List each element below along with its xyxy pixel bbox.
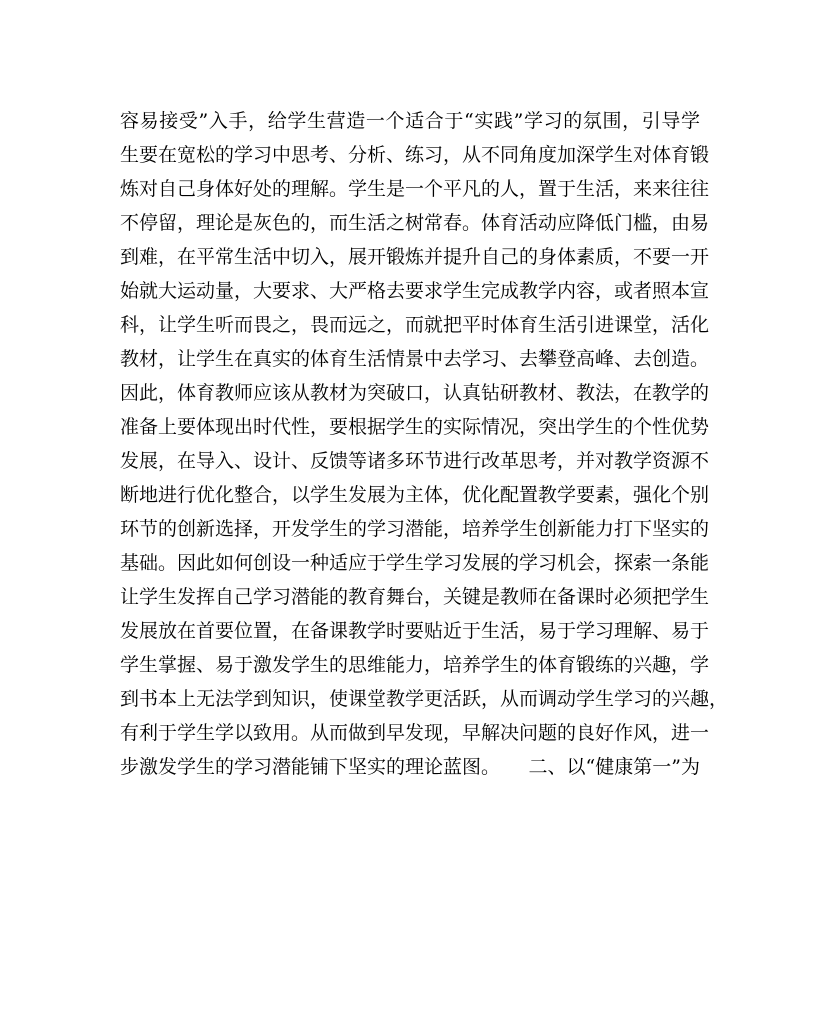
text-line: 到书本上无法学到知识，使课堂教学更活跃，从而调动学生学习的兴趣， — [120, 688, 729, 710]
text-line: 准备上要体现出时代性，要根据学生的实际情况，突出学生的个性优势 — [120, 416, 710, 438]
body-paragraph — [120, 104, 729, 784]
text-line: 断地进行优化整合，以学生发展为主体，优化配置教学要素，强化个别 — [120, 484, 710, 506]
text-line: 因此，体育教师应该从教材为突破口，认真钻研教材、教法，在教学的 — [120, 382, 710, 404]
text-line: 到难，在平常生活中切入，展开锻炼并提升自己的身体素质，不要一开 — [120, 246, 710, 268]
text-line: 生要在宽松的学习中思考、分析、练习，从不同角度加深学生对体育锻 — [120, 144, 710, 166]
text-line: 基础。因此如何创设一种适应于学生学习发展的学习机会，探索一条能 — [120, 552, 710, 574]
text-line: 不停留，理论是灰色的，而生活之树常春。体育活动应降低门槛，由易 — [120, 212, 710, 234]
text-line: 环节的创新选择，开发学生的学习潜能，培养学生创新能力打下坚实的 — [120, 518, 710, 540]
text-line: 始就大运动量，大要求、大严格去要求学生完成教学内容，或者照本宣 — [120, 280, 710, 302]
text-line: 容易接受”入手，给学生营造一个适合于“实践”学习的氛围，引导学 — [120, 110, 700, 132]
text-line: 步激发学生的学习潜能铺下坚实的理论蓝图。 二、以“健康第一”为 — [120, 756, 700, 778]
text-line: 有利于学生学以致用。从而做到早发现，早解决问题的良好作风，进一 — [120, 722, 710, 744]
text-line: 学生掌握、易于激发学生的思维能力，培养学生的体育锻练的兴趣，学 — [120, 654, 710, 676]
text-line: 发展放在首要位置，在备课教学时要贴近于生活，易于学习理解、易于 — [120, 620, 710, 642]
text-line: 炼对自己身体好处的理解。学生是一个平凡的人，置于生活，来来往往 — [120, 178, 710, 200]
text-line: 发展，在导入、设计、反馈等诸多环节进行改革思考，并对教学资源不 — [120, 450, 710, 472]
text-line: 科，让学生听而畏之，畏而远之，而就把平时体育生活引进课堂，活化 — [120, 314, 710, 336]
text-line: 让学生发挥自己学习潜能的教育舞台，关键是教师在备课时必须把学生 — [120, 586, 710, 608]
text-line: 教材，让学生在真实的体育生活情景中去学习、去攀登高峰、去创造。 — [120, 348, 710, 370]
